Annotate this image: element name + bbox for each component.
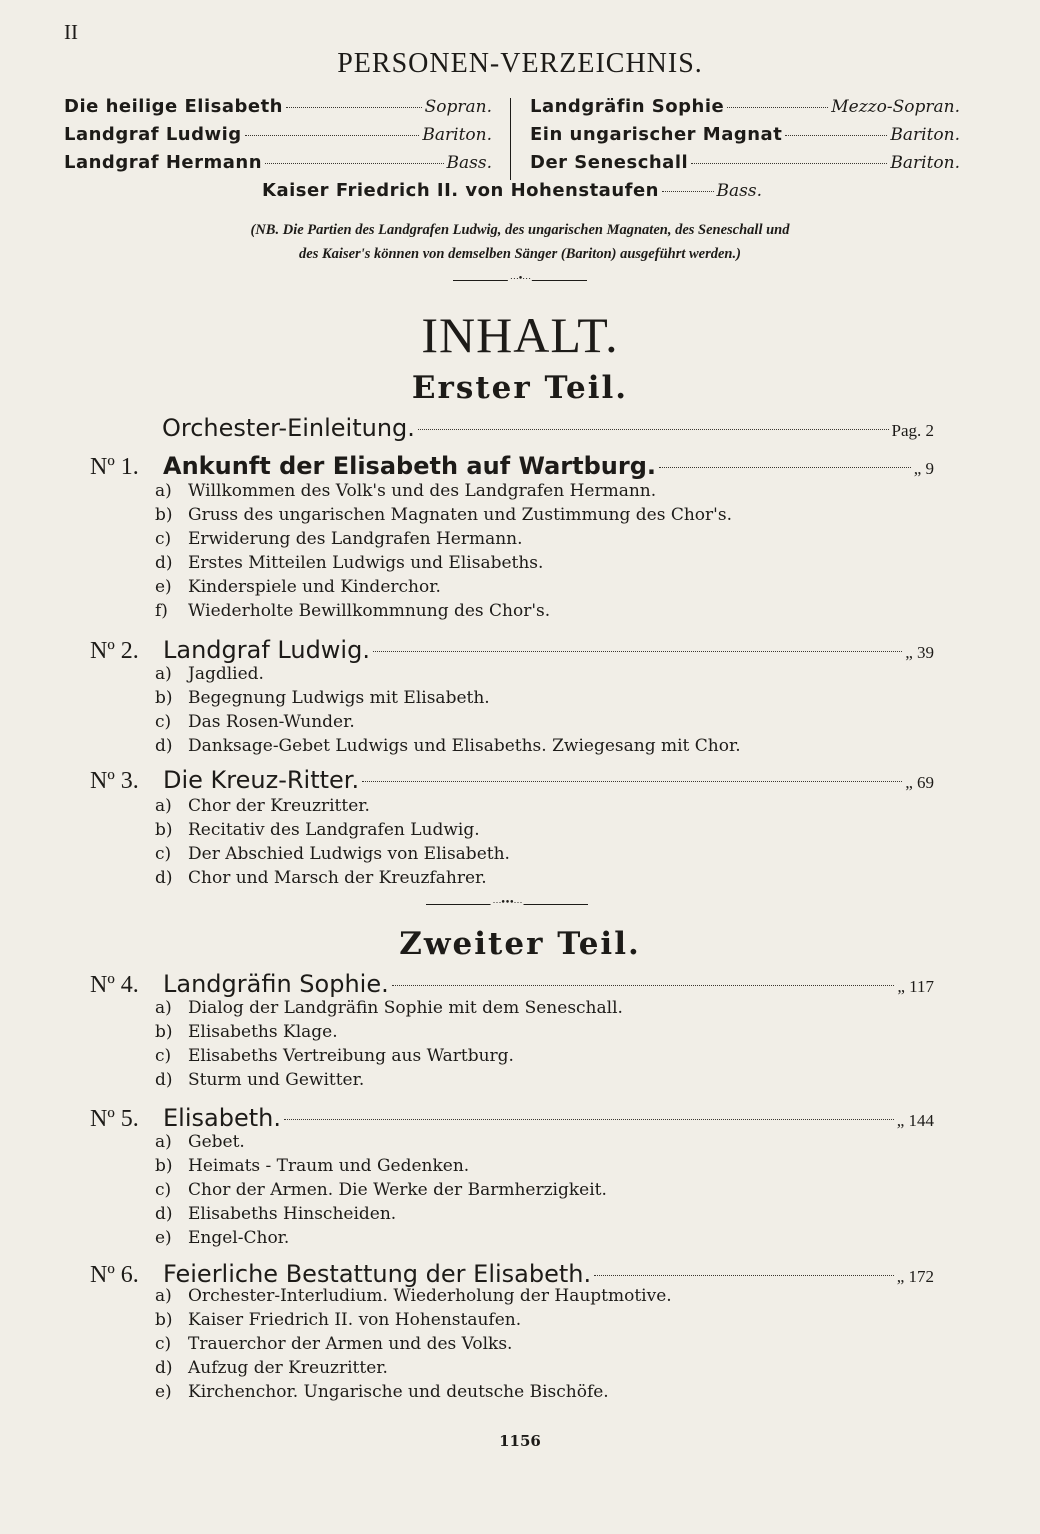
page-number: II [64,20,78,44]
subitem-text: Kaiser Friedrich II. von Hohenstaufen. [188,1310,522,1330]
subitem-letter: d) [155,868,173,888]
leader-dots [286,107,422,108]
toc-subitem [155,1044,623,1068]
leader-dots [362,781,902,782]
toc-subitems [155,794,510,890]
cast-row [64,124,492,152]
leader-dots [691,163,887,164]
ornament-glyph: ⋯•⋯ [509,274,531,284]
subitem-letter: a) [155,1132,172,1152]
leader-dots [418,429,889,430]
toc-subitem [155,1356,672,1380]
cast-row [530,152,960,180]
subitem-text: Elisabeths Hinscheiden. [188,1204,397,1224]
role-name: Der Seneschall [530,152,689,173]
subitem-text: Chor der Kreuzritter. [188,796,370,816]
toc-subitem [155,866,510,890]
toc-entry [90,636,934,665]
subitem-letter: e) [155,1382,172,1402]
subitem-text: Kinderspiele und Kinderchor. [188,577,441,597]
leader-dots [245,135,420,136]
toc-page-ref: „ 144 [896,1111,934,1130]
subitem-letter: c) [155,844,172,864]
subitem-letter: b) [155,1156,173,1176]
toc-subitem [155,551,732,575]
toc-entry-title: Orchester-Einleitung. [162,414,415,442]
toc-subitem [155,842,510,866]
subitem-text: Dialog der Landgräfin Sophie mit dem Seneschall. [188,998,623,1018]
subitem-text: Begegnung Ludwigs mit Elisabeth. [188,688,490,708]
subitem-letter: e) [155,577,172,597]
role-name: Ein ungarischer Magnat [530,124,783,145]
subitem-letter: a) [155,1286,172,1306]
toc-entry [90,1104,934,1133]
toc-entry-title: Feierliche Bestattung der Elisabeth. [163,1260,592,1288]
subitem-letter: b) [155,1310,173,1330]
toc-subitem [155,818,510,842]
subitem-text: Erwiderung des Landgrafen Hermann. [188,529,523,549]
toc-subitem [155,794,510,818]
toc-subitems [155,479,732,623]
toc-page-ref: „ 172 [896,1267,934,1286]
footer-plate-number: 1156 [499,1432,541,1450]
subitem-text: Gebet. [188,1132,245,1152]
role-name: Landgraf Hermann [64,152,263,173]
cast-row [530,124,960,152]
subitem-letter: a) [155,998,172,1018]
subitem-letter: d) [155,736,173,756]
toc-subitems [155,1130,607,1250]
toc-entry [90,766,934,795]
role-name: Landgraf Ludwig [64,124,242,145]
cast-row [64,152,492,180]
voice-type: Bariton. [422,125,492,145]
cast-note [0,218,1040,266]
subitem-text: Elisabeths Vertreibung aus Wartburg. [188,1046,514,1066]
subitem-text: Der Abschied Ludwigs von Elisabeth. [188,844,510,864]
toc-subitem [155,1178,607,1202]
contents-title: INHALT. [421,307,619,363]
toc-entry-title: Landgräfin Sophie. [163,970,389,998]
subitem-text: Chor der Armen. Die Werke der Barmherzigkeit. [188,1180,607,1200]
cast-note-line: des Kaiser's können von demselben Sänger (Bariton) ausgeführt werden.) [299,246,741,262]
subitem-letter: b) [155,1022,173,1042]
subitem-text: Willkommen des Volk's und des Landgrafen Hermann. [188,481,657,501]
role-name: Landgräfin Sophie [530,96,725,117]
subitem-text: Das Rosen-Wunder. [188,712,355,732]
leader-dots [785,135,887,136]
leader-dots [659,467,911,468]
cast-list-left [64,96,492,180]
subitem-letter: e) [155,1228,172,1248]
ornament-glyph: ⋯•••⋯ [492,898,522,908]
toc-page-ref: „ 39 [905,643,934,662]
ornament-divider [426,898,588,908]
leader-dots [662,191,714,192]
toc-subitem [155,734,741,758]
toc-entry-intro [162,414,934,442]
subitem-text: Danksage-Gebet Ludwigs und Elisabeths. Zwiegesang mit Chor. [188,736,741,756]
cast-note-line: (NB. Die Partien des Landgrafen Ludwig, des ungarischen Magnaten, des Seneschall und [250,222,790,238]
subitem-text: Erstes Mitteilen Ludwigs und Elisabeths. [188,553,544,573]
subitem-text: Kirchenchor. Ungarische und deutsche Bischöfe. [188,1382,609,1402]
subitem-letter: b) [155,820,173,840]
subitem-text: Recitativ des Landgrafen Ludwig. [188,820,480,840]
toc-subitem [155,710,741,734]
subitem-text: Jagdlied. [188,664,264,684]
leader-dots [373,651,902,652]
voice-type: Sopran. [424,97,492,117]
toc-entry-title: Elisabeth. [163,1104,281,1132]
toc-subitems [155,996,623,1092]
subitem-text: Wiederholte Bewillkommnung des Chor's. [188,601,551,621]
voice-type: Bass. [446,153,492,173]
cast-row-kaiser [262,180,762,208]
toc-subitems [155,662,741,758]
cast-row [64,96,492,124]
subitem-text: Engel-Chor. [188,1228,290,1248]
subitem-text: Elisabeths Klage. [188,1022,338,1042]
subitem-text: Gruss des ungarischen Magnaten und Zustimmung des Chor's. [188,505,732,525]
toc-subitem [155,1380,672,1404]
toc-number: Nº 6. [90,1262,139,1288]
toc-number: Nº 1. [90,454,139,480]
toc-entry [90,970,934,999]
subitem-letter: c) [155,529,172,549]
leader-dots [727,107,828,108]
role-name: Kaiser Friedrich II. von Hohenstaufen [262,180,659,201]
toc-page-ref: „ 117 [897,977,934,996]
voice-type: Bariton. [890,125,960,145]
cast-row [530,96,960,124]
subitem-letter: c) [155,1334,172,1354]
subitem-text: Heimats - Traum und Gedenken. [188,1156,470,1176]
subitem-letter: d) [155,1070,173,1090]
toc-page-ref: „ 69 [905,773,934,792]
subitem-letter: b) [155,688,173,708]
ornament-divider [453,274,587,284]
subitem-text: Orchester-Interludium. Wiederholung der Hauptmotive. [188,1286,672,1306]
part-title: Zweiter Teil. [399,926,641,962]
toc-subitem [155,996,623,1020]
toc-subitem [155,1068,623,1092]
toc-subitem [155,1202,607,1226]
toc-subitem [155,1308,672,1332]
subitem-text: Aufzug der Kreuzritter. [188,1358,388,1378]
toc-subitem [155,575,732,599]
toc-number: Nº 5. [90,1106,139,1132]
toc-number: Nº 4. [90,972,139,998]
toc-subitem [155,599,732,623]
subitem-letter: f) [155,601,168,621]
toc-entry-title: Landgraf Ludwig. [163,636,370,664]
leader-dots [265,163,444,164]
toc-subitem [155,1332,672,1356]
subitem-letter: d) [155,1204,173,1224]
toc-number: Nº 3. [90,768,139,794]
part-title: Erster Teil. [411,370,629,406]
voice-type: Bariton. [890,153,960,173]
voice-type: Bass. [716,181,762,201]
subitem-letter: a) [155,481,172,501]
cast-list-right [530,96,960,180]
toc-page-ref: „ 9 [913,459,934,478]
toc-subitems [155,1284,672,1404]
leader-dots [594,1275,894,1276]
subitem-letter: a) [155,796,172,816]
cast-divider [510,98,511,180]
voice-type: Mezzo-Sopran. [831,97,960,117]
leader-dots [284,1119,894,1120]
toc-page-ref: Pag. 2 [891,421,934,440]
subitem-letter: c) [155,1180,172,1200]
leader-dots [392,985,895,986]
subitem-text: Trauerchor der Armen und des Volks. [188,1334,513,1354]
toc-subitem [155,1154,607,1178]
toc-subitem [155,503,732,527]
toc-entry-title: Ankunft der Elisabeth auf Wartburg. [163,452,657,480]
toc-number: Nº 2. [90,638,139,664]
subitem-letter: b) [155,505,173,525]
toc-subitem [155,1226,607,1250]
subitem-letter: d) [155,1358,173,1378]
toc-entry-title: Die Kreuz-Ritter. [163,766,360,794]
toc-subitem [155,479,732,503]
toc-subitem [155,1130,607,1154]
toc-subitem [155,1284,672,1308]
toc-subitem [155,662,741,686]
persons-title: PERSONEN-VERZEICHNIS. [337,48,703,79]
subitem-letter: c) [155,712,172,732]
subitem-text: Chor und Marsch der Kreuzfahrer. [188,868,487,888]
subitem-letter: c) [155,1046,172,1066]
toc-subitem [155,527,732,551]
subitem-text: Sturm und Gewitter. [188,1070,365,1090]
toc-subitem [155,1020,623,1044]
toc-subitem [155,686,741,710]
toc-entry [90,452,934,481]
subitem-letter: d) [155,553,173,573]
subitem-letter: a) [155,664,172,684]
role-name: Die heilige Elisabeth [64,96,283,117]
